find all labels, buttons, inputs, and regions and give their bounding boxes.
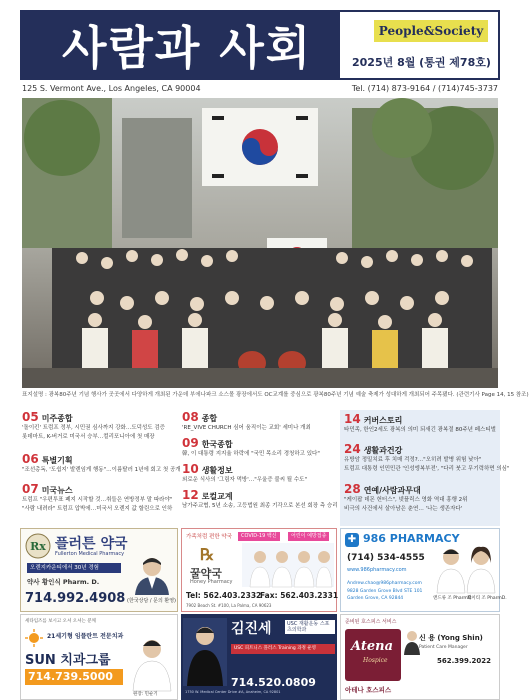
index-headline: 롯데마트, K-버거로 미국서 승부…컬리포니아에 첫 매장: [22, 434, 155, 440]
index-headline: 'RE_VIVE CHURCH 심어 움직이는 교회' 세미나 개최: [182, 425, 311, 431]
ad6-phone[interactable]: 562.399.2022: [437, 657, 492, 665]
index-column-2: [182, 410, 338, 526]
index-section: 미국뉴스: [41, 486, 73, 495]
index-item[interactable]: [344, 442, 510, 474]
index-headline: "조선총독, '도쉽지' 발렌임게 행동"…이름탈러 1년에 회고 첫 공개: [22, 467, 181, 473]
cover-photo-illustration: [22, 98, 498, 388]
index-page-number: 28: [344, 482, 361, 496]
ad5-phone[interactable]: 714.520.0809: [231, 676, 316, 689]
svg-text:Rx: Rx: [30, 540, 46, 553]
index-item[interactable]: [182, 410, 340, 433]
ad2-service-kids: 어린이 예방접종: [288, 532, 329, 541]
pharmacist-team-photo: [242, 543, 334, 587]
ad3-web[interactable]: www.986pharmacy.com: [347, 567, 407, 573]
index-section: 미주종합: [41, 414, 73, 423]
pharmacists-photo: [433, 543, 499, 593]
index-section: 한국종합: [201, 440, 233, 449]
masthead: [20, 10, 500, 80]
index-item[interactable]: [182, 436, 340, 459]
ad2-address: 7902 Beach St. #100, La Palma, CA 90623: [186, 603, 272, 608]
cover-photo: [22, 98, 498, 388]
ad1-tagline: 오렌지카운티에서 30년 경험: [27, 563, 121, 573]
index-item[interactable]: [182, 488, 340, 511]
index-page-number: 09: [182, 436, 199, 450]
index-page-number: 08: [182, 410, 199, 424]
ad-sun-dental[interactable]: [20, 614, 178, 700]
ad3-address-2: Garden Grove, CA 92844: [347, 596, 404, 601]
ad4-name: SUN 치과그룹: [25, 653, 111, 668]
ad3-person-1: 앤드류 조 PharmD.: [433, 596, 473, 601]
address-bar: [20, 82, 500, 96]
cross-icon: ✚: [345, 533, 359, 547]
index-page-number: 06: [22, 452, 39, 466]
phone: Tel. (714) 873-9164 / (714)745-3737: [351, 84, 498, 93]
manager-portrait: [403, 629, 421, 655]
ad6-kr-name: 아테나 호스피스: [345, 686, 392, 694]
index-page-number: 12: [182, 488, 199, 502]
masthead-title: 사람과 사회: [62, 21, 313, 75]
index-item[interactable]: [22, 410, 180, 442]
index-column-1: [22, 410, 180, 526]
index-section: 생활과건강: [363, 446, 403, 455]
ad-honey-pharmacy[interactable]: [181, 528, 337, 612]
ad3-phone[interactable]: (714) 534-4555: [347, 553, 425, 563]
ad4-phone[interactable]: 714.739.5000: [25, 669, 123, 685]
index-page-number: 05: [22, 410, 39, 424]
index-column-3: [340, 410, 510, 526]
ad5-program: USC 피트니스 플러스 Training 과정 운영: [231, 644, 335, 654]
index-page-number: 24: [344, 442, 361, 456]
ad6-person: 신 용 (Yong Shin): [419, 634, 483, 642]
index-section: 로컬교계: [201, 492, 233, 501]
pharmacy-rx-logo-icon: [25, 533, 51, 559]
masthead-info-box: [338, 10, 500, 80]
ad4-tagline: 21세기형 임플란트 전문치과: [47, 633, 124, 640]
index-section: 종합: [201, 414, 218, 423]
index-item[interactable]: [344, 412, 496, 435]
dentist-portrait: [129, 635, 175, 691]
index-headline: 韓, 이 대통령 지지율 하락에 "국민 목소리 경청하고 있다": [182, 451, 320, 457]
atena-logo-box: [345, 629, 401, 681]
ad2-name-en: Honey Pharmacy: [190, 579, 233, 585]
ad-kim-sports-medicine[interactable]: [181, 614, 337, 700]
ad6-name-sub: Hospice: [363, 657, 388, 664]
trainer-portrait: [183, 618, 227, 686]
svg-text:℞: ℞: [199, 545, 215, 564]
pharmacist-portrait: [129, 555, 175, 595]
index-page-number: 07: [22, 482, 39, 496]
index-headline: 남가주교협, 5년 소송, 고등법원 최종 기각으로 본선 회장 측 승리: [182, 503, 338, 509]
ad-atena-hospice[interactable]: [340, 614, 500, 700]
index-headline: 트럼프 "우편투표 폐지 시작할 것…취들은 연방정부 말 따라야": [22, 497, 173, 503]
index-headline: 외로운 식사의 '그림자 먹방'…"우울증 불씨 될 수도": [182, 477, 308, 483]
ad5-name: 김진세: [231, 621, 272, 637]
ad1-pharmacist: 약사 황인식 Pharm. D.: [27, 578, 100, 586]
ad4-doctor: 원장: 민순기: [133, 692, 158, 697]
ad2-tel[interactable]: Tel: 562.403.2332: [186, 591, 262, 600]
index-headline: 유방암 정밀치료 후 치매 걱정?…"오히려 발병 위험 낮아": [344, 457, 482, 463]
ad1-note: (한국상담 / 문의 환영): [127, 598, 176, 604]
index-headline: 비극의 사건에서 살아남은 춘연… '나는 생존자다': [344, 506, 463, 512]
issue-number: 2025년 8월 (통권 제78호): [352, 56, 491, 69]
ad5-subtitle: USC 재활운동 스포츠의학과: [285, 620, 335, 634]
index-section: 특별기획: [41, 456, 73, 465]
ad3-person-2: 케이티 조 PharmD.: [467, 596, 507, 601]
ad6-top: 준비된 호스피스 서비스: [345, 619, 397, 625]
ad1-phone[interactable]: 714.992.4908: [25, 591, 126, 606]
ad1-name: 플러튼 약국: [55, 536, 128, 552]
address: 125 S. Vermont Ave., Los Angeles, CA 90004: [22, 84, 201, 93]
ad-fullerton-pharmacy[interactable]: [20, 528, 178, 612]
ad6-name: Atena: [351, 639, 394, 654]
index-section: 커버스토리: [363, 416, 403, 425]
ad6-title: Patient Care Manager: [419, 645, 468, 650]
index-headline: '돌이킨' 트럼프 정부, 시민권 심사까지 강화…도덕성도 검증: [22, 425, 165, 431]
index-headline: 트럼프 대통령 인민민관 '인성엥복부전', "다리 붓고 무기력하면 의심": [344, 466, 510, 472]
ad-986-pharmacy[interactable]: [340, 528, 507, 612]
index-section: 연예/사람과무대: [363, 486, 421, 495]
index-item[interactable]: [344, 482, 496, 514]
ad2-name: 꿀약국: [190, 567, 222, 580]
index-item[interactable]: [182, 462, 340, 485]
ad3-address-1: 9828 Garden Grove Blvd STE 101: [347, 589, 423, 594]
ad2-fax: Fax: 562.403.2331: [260, 591, 339, 600]
index-headline: "케이팝 데몬 헌터스", 넷플릭스 영화 역대 흥행 2위: [344, 497, 468, 503]
index-page-number: 14: [344, 412, 361, 426]
rx-icon: [194, 543, 220, 565]
ad5-address: 1750 W. Medical Center Drive #A, Anaheim, CA 92801: [185, 690, 281, 694]
index-headline: "사람 내려라" 트럼프 압박에…미국서 오렌지 값 할린으로 인하: [22, 506, 173, 512]
ad4-top: 세타임즈를 보시고 오셔 오셔는 분께: [25, 619, 96, 624]
index-section: 생활정보: [201, 466, 233, 475]
photo-caption: 표지설명 : 광복80주년 기념 행사가 곳곳에서 다양하게 개최된 가운데 부에나파크 소스몰 광장에서도 OC교계를 중심으로 광복80주년 기념 예술 축제가 성대하게 개최되어 주목됐다. (관련기사 Page 14, 15 참조): [22, 392, 529, 398]
ad3-name: 986 PHARMACY: [363, 532, 460, 545]
ad3-email[interactable]: Andrew.chao@986pharmacy.com: [347, 581, 422, 586]
index-item[interactable]: [22, 482, 180, 514]
sun-logo-icon: [25, 629, 43, 647]
ad2-top: 가족처럼 편한 약국: [186, 534, 233, 540]
index-item[interactable]: [22, 452, 180, 475]
index-page-number: 10: [182, 462, 199, 476]
ad1-name-en: Fullerton Medical Pharmacy: [55, 551, 125, 557]
masthead-subtitle: People&Society: [374, 20, 488, 42]
ad2-service-covid: COVID-19 백신: [238, 532, 280, 541]
index-headline: 타민족, 한인2세도 광복의 의미 되새긴 광복절 80주년 페스티벌: [344, 427, 496, 433]
